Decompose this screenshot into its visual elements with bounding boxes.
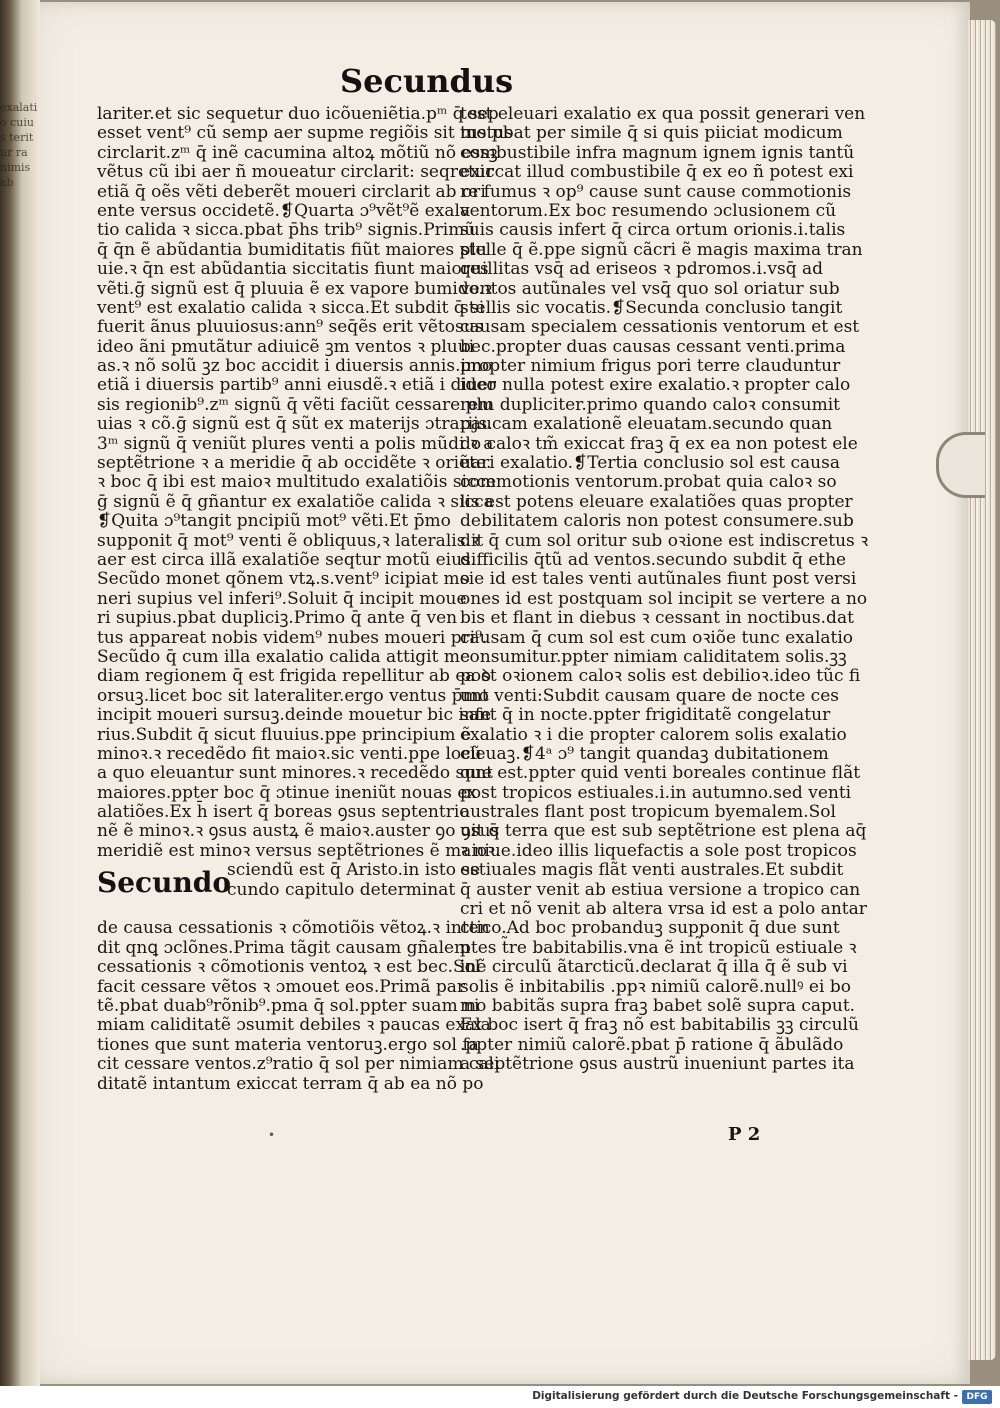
text-line: rius.Subdit q̄ sicut fluuius.ppe principium ẽ — [97, 724, 472, 745]
text-line: de causa cessationis ꝛ cõmotiõis vẽtoꝝ.ꝛ inten — [97, 918, 490, 939]
text-line: ones id est postquam sol incipit se vertere a no — [460, 588, 868, 609]
text-line: cessationis ꝛ cõmotionis ventoꝝ ꝛ est bec.Sol — [97, 957, 481, 978]
section-heading: Secundo — [97, 866, 232, 900]
text-line: ventos autũnales vel vsq̄ quo sol oriatur sub — [460, 278, 840, 299]
text-line: minoꝛ.ꝛ recedẽdo fit maioꝛ.sic venti.ppe locũ — [97, 743, 482, 764]
text-line: uias ꝛ cõ.ḡ signũ est q̄ sũt ex materijs ɔtrarijs. — [97, 414, 493, 435]
text-line: diam regionem q̄ est frigida repellitur ab ea ꝺ — [97, 666, 492, 687]
text-line: lariter.et sic sequetur duo icõueniẽtia.pᵐ q̄ sep — [97, 104, 499, 124]
text-line: re fumus ꝛ op⁹ cause sunt cause commotionis — [460, 181, 852, 202]
text-line: tio calida ꝛ sicca.pbat p̄hs trib⁹ signis.Primũ — [97, 220, 476, 241]
page-fore-edge — [968, 20, 996, 1360]
text-line: cit cessare ventos.z⁹ratio q̄ sol per nimiam cali — [97, 1054, 500, 1075]
text-line: ❡Quita ɔ⁹tangit pncipiũ mot⁹ vẽti.Et p̄mo — [97, 511, 451, 532]
text-line: do caloꝛ tm̃ exiccat fraꝫ q̄ ex ea non potest ele — [460, 433, 858, 454]
text-line: ctico.Ad boc probanduꝫ supponit q̄ due sunt — [460, 918, 840, 939]
text-line: mo babitãs supra fraꝫ babet solẽ supra caput. — [460, 995, 856, 1016]
text-line: unt venti:Subdit causam quare de nocte ces — [460, 685, 839, 706]
text-line: inẽ circulũ ãtarcticũ.declarat q̄ illa q̄ ẽ sub vi — [460, 957, 848, 978]
text-line: sant q̄ in nocte.ppter frigiditatẽ congelatur — [460, 705, 831, 726]
text-line: dit q̄ cum sol oritur sub oꝛione est indiscretus ꝛ — [460, 530, 869, 551]
text-line: ꝛ boc q̄ ibi est maioꝛ multitudo exalatiõis sicce — [97, 472, 497, 493]
text-line: meridiẽ est minoꝛ versus septẽtriones ẽ maioꝛ. — [97, 840, 501, 861]
previous-page-text: exalatio cuius teritur ra nimis ab — [0, 101, 38, 189]
text-line: .ppter nimiũ calorẽ.pbat p̄ ratione q̄ ãbulãdo — [460, 1034, 844, 1055]
text-line: as.ꝛ nõ solũ ꝫz boc accidit i diuersis annis.imo — [97, 356, 493, 377]
previous-page-edge — [0, 0, 40, 1386]
page-signature: P 2 — [728, 1124, 761, 1145]
bottom-mark: • — [268, 1128, 276, 1142]
text-line: causam specialem cessationis ventorum et est — [460, 317, 860, 338]
text-line: facit cessare vẽtos ꝛ ɔmouet eos.Primã par — [97, 976, 466, 997]
text-line: q̄ q̄n ẽ abũdantia bumiditatis fiũt maiores plu — [97, 239, 487, 260]
text-line: ḡ signũ ẽ q̄ gñantur ex exalatiõe calida ꝛ sicca — [97, 491, 494, 512]
text-line: orsuꝫ.licet boc sit lateraliter.ergo ventus p̄mo — [97, 685, 489, 706]
text-line: uari exalatio.❡Tertia conclusio sol est causa — [460, 453, 840, 474]
text-line: ideo nulla potest exire exalatio.ꝛ propter calo — [460, 375, 851, 396]
text-line: 3ᵐ signũ q̄ veniũt plures venti a polis mũdi ꝛ a — [97, 433, 494, 454]
text-line: Ex boc isert q̄ fraꝫ nõ est babitabilis ꝫꝫ circulũ — [460, 1015, 859, 1036]
left-column-lines — [97, 104, 513, 861]
text-line: suis causis infert q̄ circa ortum orionis.i.talis — [460, 220, 846, 241]
text-line: dit qnꝗ ɔclõnes.Prima tãgit causam gñalem — [97, 937, 471, 958]
footer-credit: Digitalisierung gefördert durch die Deutsche Forschungsgemeinschaft - — [532, 1390, 958, 1402]
running-head: Secundus — [340, 62, 514, 100]
text-line: sciendũ est q̄ Aristo.in isto se — [227, 860, 481, 881]
text-line: ente versus occidetẽ.❡Quarta ɔ⁹vẽt⁹ẽ exala — [97, 200, 471, 221]
text-line: ditatẽ intantum exiccat terram q̄ ab ea nõ po — [97, 1073, 484, 1094]
text-line: miam caliditatẽ ɔsumit debiles ꝛ paucas exala — [97, 1015, 491, 1036]
footer-bar — [0, 1386, 1000, 1408]
text-line: rem dupliciter.primo quando caloꝛ consumit — [460, 394, 841, 415]
clip-icon — [936, 432, 985, 498]
text-line: neri supius vel inferi⁹.Soluit q̄ incipit moue — [97, 588, 467, 609]
text-line: paucam exalationẽ eleuatam.secundo quan — [460, 414, 833, 435]
text-line: tẽ.pbat duab⁹rõnib⁹.pma q̄ sol.ppter suam ni — [97, 995, 480, 1016]
text-line: ri supius.pbat dupliciꝫ.Primo q̄ ante q̄ ven — [97, 608, 458, 629]
text-line: australes flant post tropicum byemalem.Sol — [460, 802, 836, 823]
text-line: bec.propter duas causas cessant venti.prima — [460, 336, 846, 357]
text-line: sie id est tales venti autũnales fiunt post versi — [460, 569, 857, 590]
text-line: cri et nõ venit ab altera vrsa id est a polo antar — [460, 899, 867, 920]
text-line: q̄ auster venit ab estiua versione a tropico can — [460, 879, 861, 900]
text-line: sis regionib⁹.zᵐ signũ q̄ vẽti faciũt cessare plu — [97, 394, 493, 415]
text-line: a quo eleuantur sunt minores.ꝛ recedẽdo sunt — [97, 763, 493, 784]
text-line: Secũdo q̄ cum illa exalatio calida attigit me — [97, 646, 471, 667]
text-line: post tropicos estiuales.i.in autumno.sed venti — [460, 782, 852, 803]
text-line: estiuales magis flãt venti australes.Et subdit — [460, 860, 844, 881]
text-line: circlarit.zᵐ q̄ inẽ cacumina altoꝝ mõtiũ nõ essꝫ — [97, 142, 498, 163]
text-line: septẽtrione ꝛ a meridie q̄ ab occidẽte ꝛ oriẽte. — [97, 453, 492, 474]
text-line: lis est potens eleuare exalatiões quas propter — [460, 491, 853, 512]
text-line: vẽti.ḡ signũ est q̄ pluuia ẽ ex vapore bumido.ꝛ — [97, 278, 493, 299]
text-line: difficilis q̄tũ ad ventos.secundo subdit q̄ ethe — [460, 549, 847, 570]
left-column-continuation — [97, 918, 500, 1094]
text-line: tus appareat nobis videm⁹ nubes moueri pri⁹. — [97, 627, 488, 648]
text-line: post oꝛionem caloꝛ solis est debilioꝛ.ideo tũc fi — [460, 666, 861, 687]
text-line: vent⁹ est exalatio calida ꝛ sicca.Et subdit q̄ si — [97, 297, 485, 318]
text-line: etiã i diuersis partib⁹ anni eiusdẽ.ꝛ etiã i diuer — [97, 375, 496, 396]
text-line: que est.ppter quid venti boreales continue flãt — [460, 763, 861, 784]
text-line: causam q̄ cum sol est cum oꝛiõe tunc exalatio — [460, 627, 854, 648]
text-line: vẽtus cũ ibi aer ñ moueatur circlarit: seqretur — [97, 162, 494, 183]
text-line: consumitur.ppter nimiam caliditatem solis.ꝫꝫ — [460, 646, 847, 667]
text-line: ꝛ niue.ideo illis liquefactis a sole post tropicos — [460, 840, 857, 861]
text-line: propter nimium frigus pori terre clauduntur — [460, 356, 841, 377]
right-column — [460, 104, 869, 1075]
text-line: tus.pbat per simile q̄ si quis piiciat modicum — [460, 123, 843, 144]
text-line: quillitas vsq̄ ad eriseos ꝛ pdromos.i.vsq̄ ad — [460, 259, 824, 280]
text-line: alatiões.Ex h̄ isert q̄ boreas ꝯsus septentrio — [97, 802, 470, 823]
text-line: stelle q̄ ẽ.ppe signũ cãcri ẽ magis maxima tran — [460, 239, 863, 260]
text-line: tiones que sunt materia ventoruꝫ.ergo sol fa — [97, 1034, 479, 1055]
text-line: supponit q̄ mot⁹ venti ẽ obliquus,ꝛ lateralis.ꝛ — [97, 530, 479, 551]
text-line: cundo capitulo determinat — [227, 879, 456, 900]
text-line: maiores.ppter boc q̄ ɔtinue ineniũt nouas ex — [97, 782, 477, 803]
text-line: stellis sic vocatis.❡Secunda conclusio tangit — [460, 297, 843, 318]
text-line: esset vent⁹ cũ semp aer supme regiõis sit motus — [97, 123, 513, 144]
text-line: test eleuari exalatio ex qua possit generari ven — [460, 104, 866, 124]
right-column-lines — [460, 104, 869, 1075]
text-line: exiccat illud combustibile q̄ ex eo ñ potest exi — [460, 162, 854, 183]
text-line: ptes t̃re babitabilis.vna ẽ int̃ tropicũ estiuale ꝛ — [460, 937, 857, 958]
dfg-logo-icon: DFG — [962, 1390, 992, 1404]
left-column — [97, 104, 513, 1094]
text-line: uit q̄ terra que est sub septẽtrione est plena aq̄ — [460, 821, 867, 842]
text-line: incipit moueri sursuꝫ.deinde mouetur bic infe — [97, 705, 492, 726]
section-heading-block — [97, 860, 481, 919]
text-line: commotionis ventorum.probat quia caloꝛ so — [460, 472, 837, 493]
text-line: eleuaꝫ.❡4ᵃ ɔ⁹ tangit quandaꝫ dubitationem — [460, 743, 829, 764]
text-line: combustibile infra magnum ignem ignis tantũ — [460, 142, 855, 163]
text-line: exalatio ꝛ i die propter calorem solis exalatio — [460, 724, 847, 745]
text-line: Secũdo monet qõnem vtꝝ.s.vent⁹ icipiat mo — [97, 569, 470, 590]
text-line: ideo ãni pmutãtur adiuicẽ ꝫm ventos ꝛ pluui — [97, 336, 475, 357]
text-line: bis et flant in diebus ꝛ cessant in noctibus.dat — [460, 608, 854, 629]
text-line: solis ẽ inbitabilis .ppꝛ nimiũ calorẽ.nullꝰ ei bo — [460, 976, 851, 997]
text-line: debilitatem caloris non potest consumere.sub — [460, 511, 854, 532]
text-line: etiã q̄ oẽs vẽti deberẽt moueri circlarit ab ori — [97, 181, 486, 202]
text-line: ventorum.Ex boc resumendo ɔclusionem cũ — [460, 200, 837, 221]
text-line: fuerit ãnus pluuiosus:ann⁹ seq̄ẽs erit vẽtosus — [97, 317, 484, 338]
section-heading-lines — [227, 860, 481, 900]
text-line: aer est circa illã exalatiõe seqtur motũ eius. — [97, 549, 477, 570]
text-line: nẽ ẽ minoꝛ.ꝛ ꝯsus austꝝ ẽ maioꝛ.auster ꝯo ꝯsus — [97, 821, 500, 842]
text-line: uie.ꝛ q̄n est abũdantia siccitatis fiunt maiores — [97, 259, 489, 280]
text-line: a septẽtrione ꝯsus austrũ inueniunt partes ita — [460, 1054, 855, 1075]
